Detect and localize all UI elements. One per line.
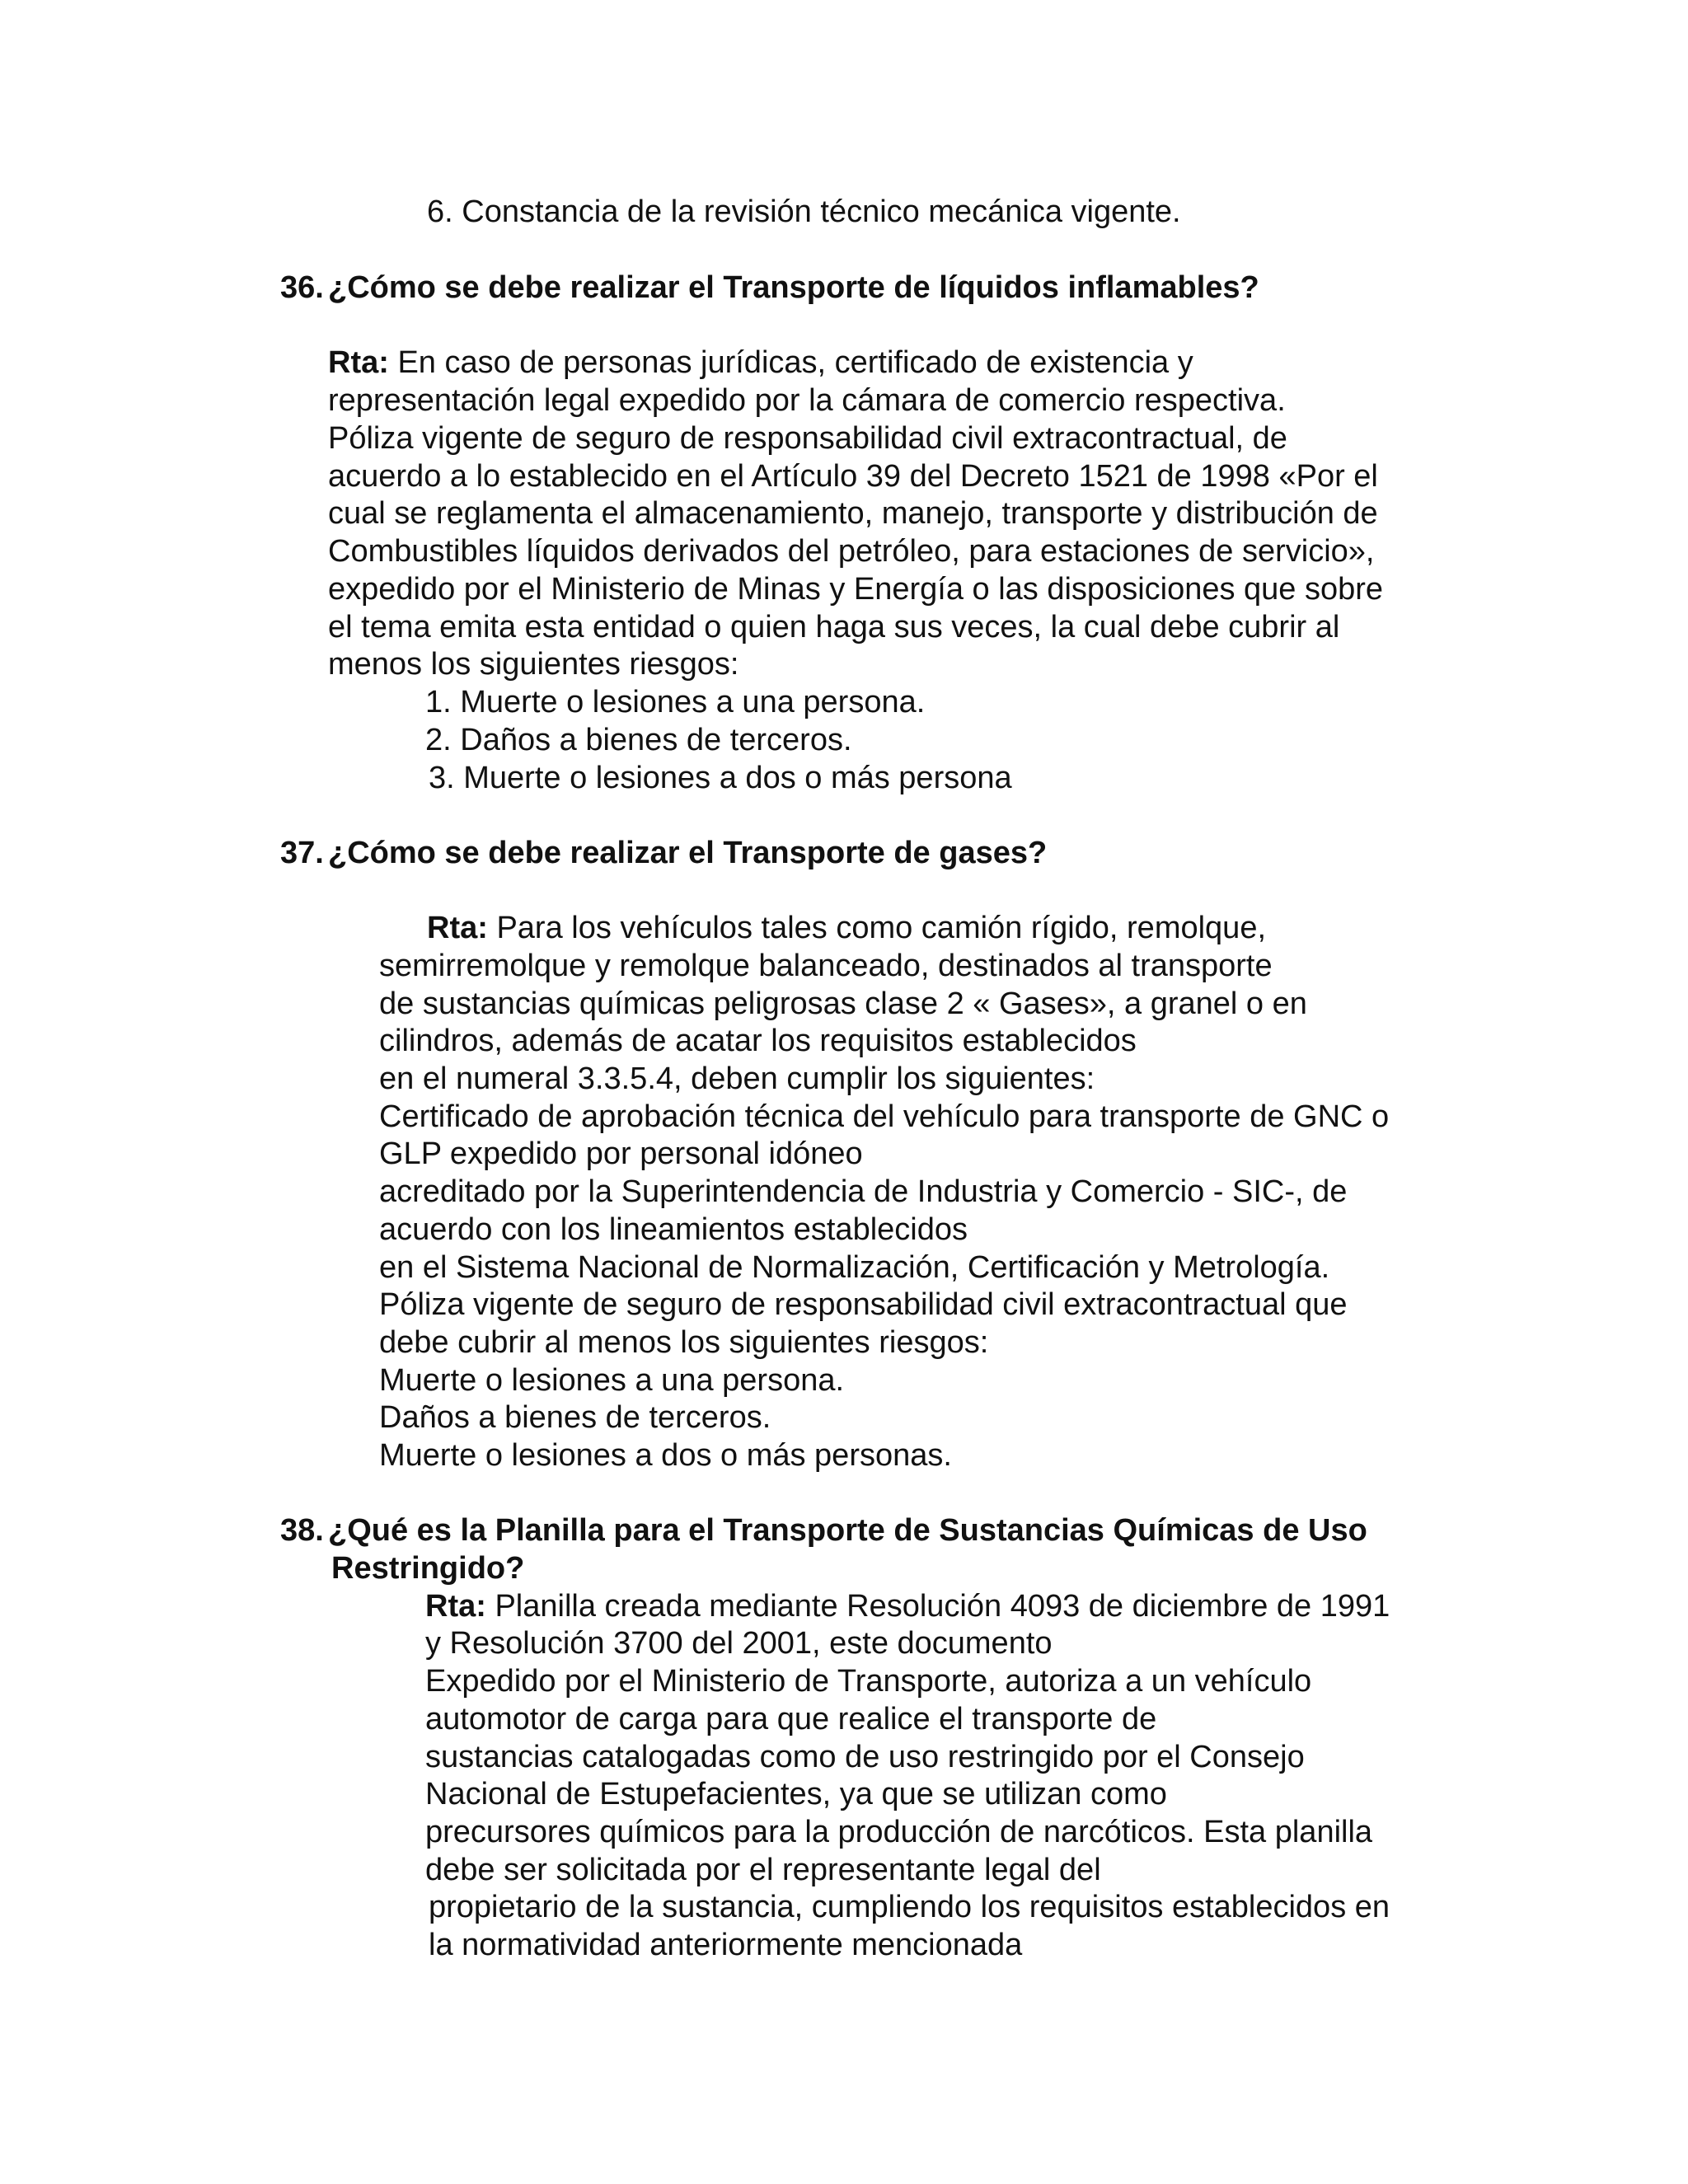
answer-37-line: Póliza vigente de seguro de responsabilidad civil extracontractual que	[379, 1287, 1348, 1322]
answer-37-line: de sustancias químicas peligrosas clase 2 « Gases», a granel o en	[379, 987, 1307, 1021]
answer-36-line: representación legal expedido por la cámara de comercio respectiva.	[328, 383, 1286, 418]
question-38-title-continued: Restringido?	[331, 1551, 525, 1586]
answer-36-list-item: 2. Daños a bienes de terceros.	[425, 723, 852, 757]
question-37-number: 37.	[280, 836, 324, 870]
answer-37-text: Para los vehículos tales como camión rígido, remolque,	[487, 911, 1267, 945]
intro-list-item: 6. Constancia de la revisión técnico mecánica vigente.	[427, 194, 1181, 229]
answer-37-line: semirremolque y remolque balanceado, destinados al transporte	[379, 949, 1273, 983]
answer-36-line: cual se reglamenta el almacenamiento, manejo, transporte y distribución de	[328, 496, 1378, 531]
answer-37-line: Daños a bienes de terceros.	[379, 1400, 771, 1435]
answer-36-label: Rta:	[328, 345, 389, 380]
answer-37-line: Certificado de aprobación técnica del vehículo para transporte de GNC o	[379, 1099, 1390, 1134]
answer-37-line: acreditado por la Superintendencia de Industria y Comercio - SIC-, de	[379, 1174, 1348, 1209]
answer-36-line: Póliza vigente de seguro de responsabilidad civil extracontractual, de	[328, 421, 1287, 456]
question-38-title: ¿Qué es la Planilla para el Transporte de Sustancias Químicas de Uso	[328, 1513, 1367, 1548]
answer-37-first-line	[427, 909, 1266, 947]
answer-36-line: acuerdo a lo establecido en el Artículo 39 del Decreto 1521 de 1998 «Por el	[328, 459, 1378, 494]
answer-38-line: la normatividad anteriormente mencionada	[429, 1928, 1023, 1962]
answer-38-first-line	[425, 1587, 1390, 1625]
answer-37-line: en el numeral 3.3.5.4, deben cumplir los siguientes:	[379, 1062, 1095, 1096]
answer-38-line: Nacional de Estupefacientes, ya que se utilizan como	[425, 1777, 1167, 1811]
answer-38-line: y Resolución 3700 del 2001, este documento	[425, 1626, 1053, 1661]
answer-36-list-item: 3. Muerte o lesiones a dos o más persona	[429, 761, 1012, 795]
answer-38-text: Planilla creada mediante Resolución 4093 de diciembre de 1991	[485, 1589, 1390, 1624]
answer-36-first-line	[328, 344, 1193, 382]
question-36-number: 36.	[280, 270, 324, 305]
answer-38-line: propietario de la sustancia, cumpliendo los requisitos establecidos en	[429, 1890, 1390, 1924]
answer-36-text: En caso de personas jurídicas, certificado de existencia y	[388, 345, 1193, 380]
answer-37-line: acuerdo con los lineamientos establecidos	[379, 1212, 968, 1247]
answer-37-line: GLP expedido por personal idóneo	[379, 1137, 863, 1171]
answer-38-line: Expedido por el Ministerio de Transporte, autoriza a un vehículo	[425, 1664, 1312, 1699]
question-36-title: ¿Cómo se debe realizar el Transporte de líquidos inflamables?	[328, 270, 1259, 305]
answer-36-line: expedido por el Ministerio de Minas y Energía o las disposiciones que sobre	[328, 572, 1384, 607]
answer-38-line: sustancias catalogadas como de uso restringido por el Consejo	[425, 1740, 1305, 1774]
answer-36-line: el tema emita esta entidad o quien haga sus veces, la cual debe cubrir al	[328, 610, 1340, 644]
answer-36-line: Combustibles líquidos derivados del petróleo, para estaciones de servicio»,	[328, 534, 1375, 569]
answer-37-line: Muerte o lesiones a dos o más personas.	[379, 1438, 952, 1473]
answer-38-line: debe ser solicitada por el representante legal del	[425, 1853, 1101, 1887]
answer-37-label: Rta:	[427, 911, 488, 945]
question-37-title: ¿Cómo se debe realizar el Transporte de gases?	[328, 836, 1048, 870]
answer-36-line: menos los siguientes riesgos:	[328, 647, 739, 682]
answer-38-line: automotor de carga para que realice el transporte de	[425, 1702, 1157, 1736]
answer-37-line: Muerte o lesiones a una persona.	[379, 1363, 845, 1398]
answer-37-line: debe cubrir al menos los siguientes riesgos:	[379, 1325, 989, 1360]
answer-37-line: en el Sistema Nacional de Normalización, Certificación y Metrología.	[379, 1250, 1330, 1285]
answer-38-label: Rta:	[425, 1589, 486, 1624]
answer-38-line: precursores químicos para la producción de narcóticos. Esta planilla	[425, 1815, 1373, 1849]
question-38-number: 38.	[280, 1513, 324, 1548]
answer-37-line: cilindros, además de acatar los requisitos establecidos	[379, 1024, 1137, 1058]
answer-36-list-item: 1. Muerte o lesiones a una persona.	[425, 685, 926, 719]
